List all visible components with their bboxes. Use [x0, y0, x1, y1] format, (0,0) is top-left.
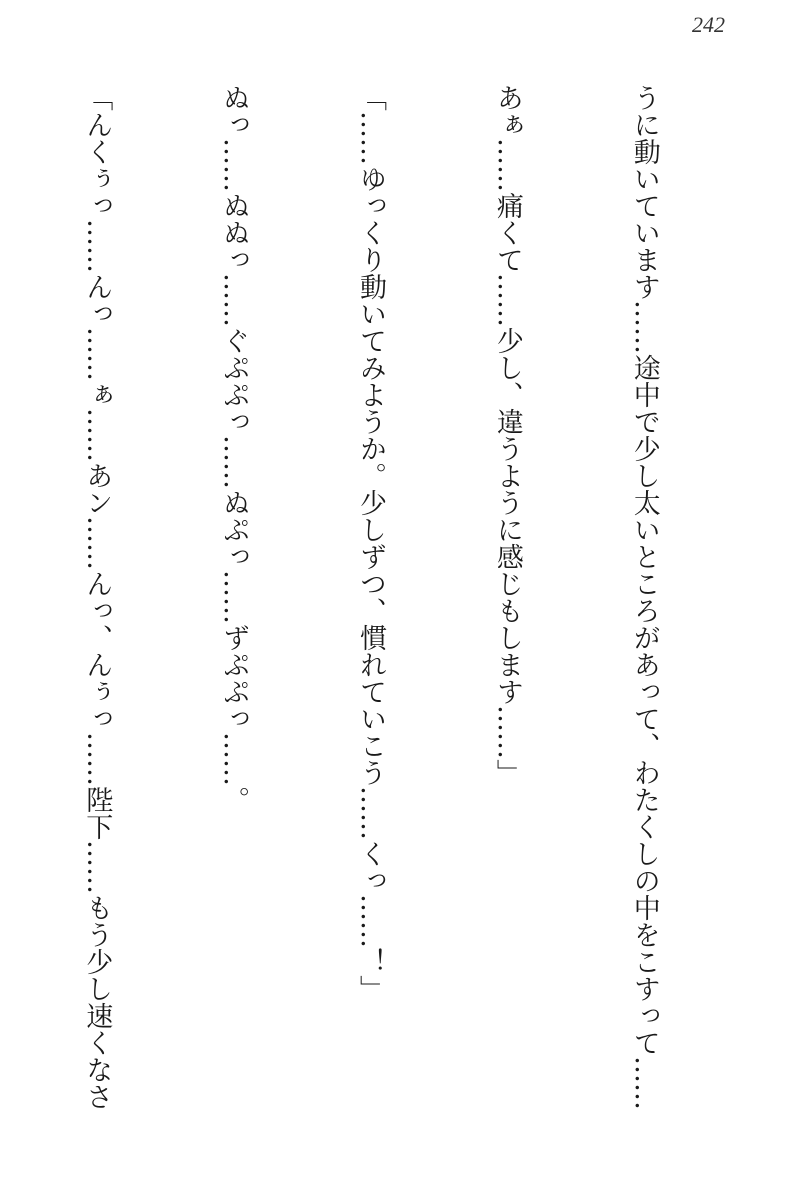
page-number: 242 — [692, 12, 725, 37]
text-line: 「んくぅっ……んっ……ぁ……あン……んっ、んぅっ……陛下……もう少し速くなさ — [81, 84, 113, 1110]
text-line: うに動いています……途中で少し太いところがあって、わたくしの中をこすって…… — [628, 84, 660, 1110]
text-line: あぁ……痛くて……少し、違うように感じもします……」 — [491, 84, 523, 786]
text-line: ぬっ……ぬぬっ……ぐぷぷっ……ぬぷっ……ずぷぷっ……。 — [218, 84, 250, 813]
vertical-text-body — [38, 84, 758, 1174]
text-line: 「……ゆっくり動いてみようか。少しずつ、慣れていこう……くっ……！」 — [355, 84, 386, 1002]
